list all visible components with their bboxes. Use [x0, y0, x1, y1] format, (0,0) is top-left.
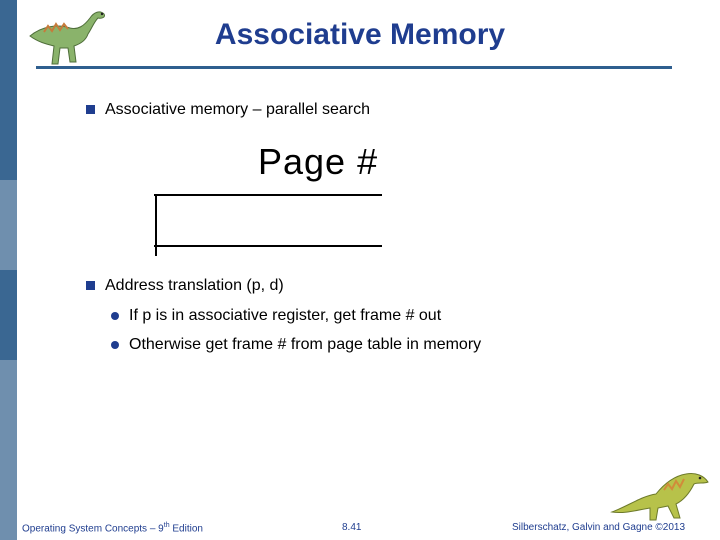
- sidebar-segment: [0, 270, 17, 360]
- bullet-text: Address translation (p, d): [105, 277, 284, 294]
- footer-copyright: Silberschatz, Galvin and Gagne ©2013: [512, 522, 686, 533]
- footer-page-number: 8.41: [342, 522, 362, 533]
- sub-bullet-text: Otherwise get frame # from page table in memory: [129, 336, 482, 353]
- sub-bullet-marker: [111, 341, 119, 349]
- sub-bullet-text: If p is in associative register, get frame # out: [129, 307, 442, 324]
- sidebar-segment: [0, 360, 17, 540]
- title-underline: [36, 66, 672, 69]
- footer-superscript: th: [163, 522, 170, 529]
- bullet-text: Associative memory – parallel search: [105, 101, 370, 118]
- associative-memory-figure: [150, 188, 386, 258]
- bullet-marker: [86, 105, 95, 114]
- sub-bullet-marker: [111, 312, 119, 320]
- figure-header-label: Page #: [258, 141, 379, 182]
- footer-book-prefix: Operating System Concepts – 9: [22, 523, 164, 535]
- footer-book-suffix: Edition: [169, 523, 203, 535]
- dinosaur-icon: [608, 466, 714, 522]
- footer-book-title: [22, 522, 203, 534]
- sidebar-stripe: [0, 0, 17, 540]
- bullet-marker: [86, 281, 95, 290]
- slide-title: Associative Memory: [214, 18, 506, 51]
- sidebar-segment: [0, 180, 17, 270]
